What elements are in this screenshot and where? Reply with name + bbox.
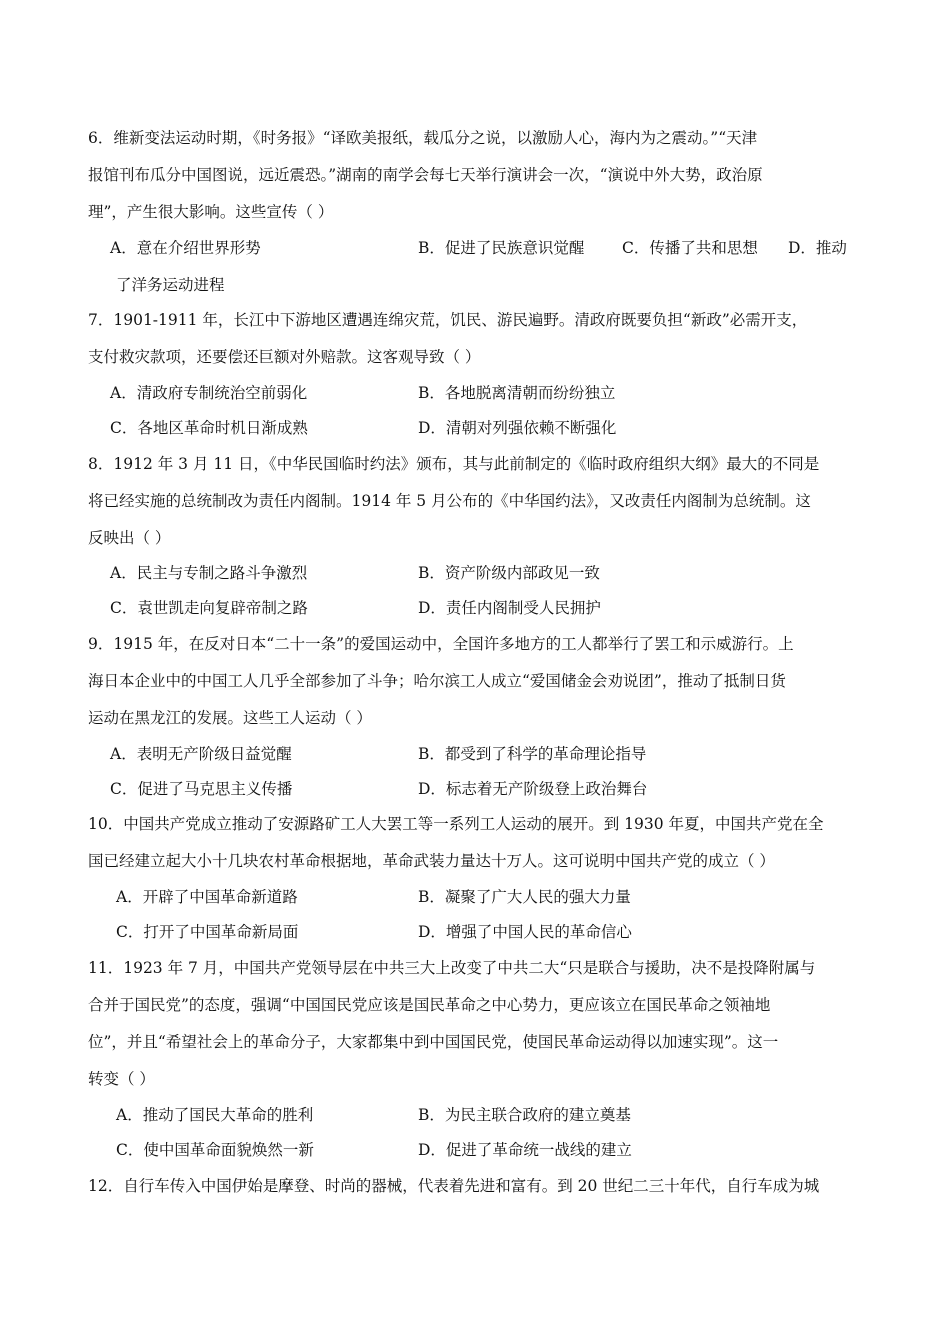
question-10-option-a: A．开辟了中国革命新道路	[116, 888, 298, 906]
question-6-option-d: D．推动	[788, 239, 847, 257]
question-9-option-d: D．标志着无产阶级登上政治舞台	[418, 780, 648, 798]
question-8-option-c: C．袁世凯走向复辟帝制之路	[110, 599, 308, 617]
question-9-option-b: B．都受到了科学的革命理论指导	[418, 745, 647, 763]
question-6-option-b: B．促进了民族意识觉醒	[418, 239, 585, 257]
question-11-option-d: D．促进了革命统一战线的建立	[418, 1141, 632, 1159]
question-8-line-1: 8．1912 年 3 月 11 日，《中华民国临时约法》颁布，其与此前制定的《临时政府组织大纲》最大的不同是	[88, 455, 820, 473]
question-6-line-1: 6．维新变法运动时期，《时务报》“译欧美报纸，载瓜分之说，以激励人心，海内为之震动。”“天津	[88, 129, 758, 147]
question-10-option-c: C．打开了中国革命新局面	[116, 923, 299, 941]
question-11-line-2: 合并于国民党”的态度，强调“中国国民党应该是国民革命之中心势力，更应该立在国民革命之领袖地	[88, 996, 771, 1014]
question-12-line-1: 12．自行车传入中国伊始是摩登、时尚的器械，代表着先进和富有。到 20 世纪二三十年代，自行车成为城	[88, 1177, 820, 1195]
question-11-line-4: 转变（ ）	[88, 1070, 155, 1088]
question-10-line-1: 10．中国共产党成立推动了安源路矿工人大罢工等一系列工人运动的展开。到 1930 年夏，中国共产党在全	[88, 815, 824, 833]
question-7-option-c: C．各地区革命时机日渐成熟	[110, 419, 308, 437]
question-10-line-2: 国已经建立起大小十几块农村革命根据地，革命武装力量达十万人。这可说明中国共产党的成立（ ）	[88, 852, 775, 870]
question-9-option-a: A．表明无产阶级日益觉醒	[110, 745, 292, 763]
question-9-line-3: 运动在黑龙江的发展。这些工人运动（ ）	[88, 709, 372, 727]
question-9-option-c: C．促进了马克思主义传播	[110, 780, 293, 798]
question-8-option-b: B．资产阶级内部政见一致	[418, 564, 600, 582]
question-11-option-a: A．推动了国民大革命的胜利	[116, 1106, 314, 1124]
question-6-option-d-continued: 了洋务运动进程	[116, 276, 225, 294]
question-8-line-2: 将已经实施的总统制改为责任内阁制。1914 年 5 月公布的《中华国约法》，又改责任内阁制为总统制。这	[88, 492, 811, 510]
question-6-line-2: 报馆刊布瓜分中国图说，远近震恐。”湖南的南学会每七天举行演讲会一次，“演说中外大势，政治原	[88, 166, 763, 184]
question-10-option-d: D．增强了中国人民的革命信心	[418, 923, 632, 941]
question-7-option-d: D．清朝对列强依赖不断强化	[418, 419, 617, 437]
question-11-line-1: 11．1923 年 7 月，中国共产党领导层在中共三大上改变了中共二大“只是联合与援助，决不是投降附属与	[88, 959, 816, 977]
question-9-line-2: 海日本企业中的中国工人几乎全部参加了斗争；哈尔滨工人成立“爱国储金会劝说团”，推动了抵制日货	[88, 672, 786, 690]
question-6-option-a: A．意在介绍世界形势	[110, 239, 261, 257]
question-7-line-1: 7．1901-1911 年，长江中下游地区遭遇连绵灾荒，饥民、游民遍野。清政府既要负担“新政”必需开支，	[88, 311, 808, 329]
question-6-option-c: C．传播了共和思想	[622, 239, 758, 257]
question-8-option-d: D．责任内阁制受人民拥护	[418, 599, 601, 617]
question-8-option-a: A．民主与专制之路斗争激烈	[110, 564, 308, 582]
question-9-line-1: 9．1915 年，在反对日本“二十一条”的爱国运动中，全国许多地方的工人都举行了罢工和示威游行。上	[88, 635, 794, 653]
question-7-option-a: A．清政府专制统治空前弱化	[110, 384, 308, 402]
question-7-option-b: B．各地脱离清朝而纷纷独立	[418, 384, 616, 402]
question-11-option-b: B．为民主联合政府的建立奠基	[418, 1106, 631, 1124]
question-8-line-3: 反映出（ ）	[88, 529, 171, 547]
question-11-line-3: 位”，并且“希望社会上的革命分子，大家都集中到中国国民党，使国民革命运动得以加速实现”。这一	[88, 1033, 779, 1051]
question-10-option-b: B．凝聚了广大人民的强大力量	[418, 888, 631, 906]
question-11-option-c: C．使中国革命面貌焕然一新	[116, 1141, 314, 1159]
question-7-line-2: 支付救灾款项，还要偿还巨额对外赔款。这客观导致（ ）	[88, 348, 481, 366]
question-6-line-3: 理”，产生很大影响。这些宣传（ ）	[88, 203, 334, 221]
